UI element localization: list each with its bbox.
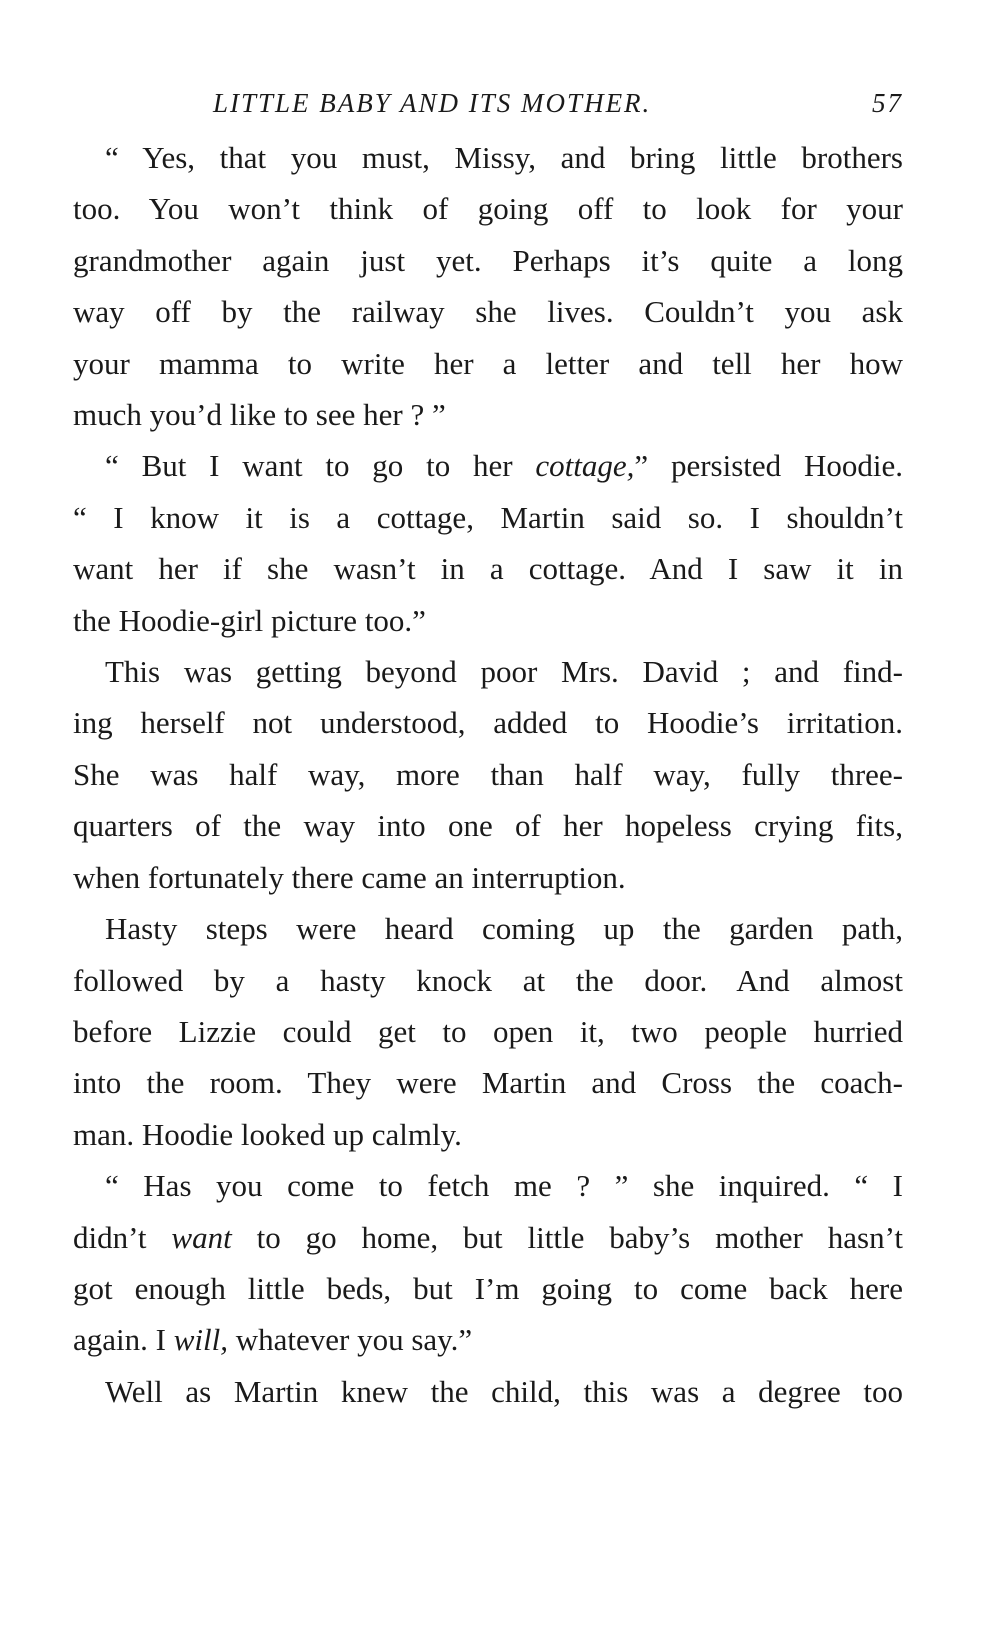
text-line: Well as Martin knew the child, this was a degree too: [105, 1373, 903, 1409]
body-text: [73, 132, 903, 1417]
running-head: LITTLE BABY AND ITS MOTHER.: [213, 88, 652, 118]
text-line: man. Hoodie looked up calmly.: [73, 1116, 462, 1152]
text-line: want her if she wasn’t in a cottage. And I saw it in: [73, 551, 903, 587]
italic-text: will,: [173, 1322, 228, 1358]
italic-text: cottage,: [535, 448, 635, 484]
text-segment: ” persisted Hoodie.: [634, 448, 903, 484]
text-line: way off by the railway she lives. Couldn’t you ask: [73, 294, 903, 330]
text-line: when fortunately there came an interruption.: [73, 859, 626, 895]
text-line: [73, 440, 903, 491]
text-line: quarters of the way into one of her hopeless crying fits,: [73, 808, 903, 844]
text-line: ing herself not understood, added to Hoodie’s irritation.: [73, 705, 903, 741]
text-line: [73, 1212, 903, 1263]
text-segment: to go home, but little baby’s mother hasn’t: [231, 1219, 903, 1255]
text-line: before Lizzie could get to open it, two people hurried: [73, 1013, 903, 1049]
text-line: followed by a hasty knock at the door. And almost: [73, 962, 903, 998]
text-segment: again. I: [73, 1322, 174, 1358]
text-line: This was getting beyond poor Mrs. David ; and find-: [105, 654, 903, 690]
text-line: got enough little beds, but I’m going to come back here: [73, 1270, 903, 1306]
text-line: “ I know it is a cottage, Martin said so. I shouldn’t: [73, 499, 903, 535]
text-line: Hasty steps were heard coming up the garden path,: [105, 911, 903, 947]
text-line: “ Has you come to fetch me ? ” she inquired. “ I: [105, 1168, 903, 1204]
page-header: [73, 80, 903, 124]
text-segment: didn’t: [73, 1219, 172, 1255]
book-page: [73, 80, 903, 1417]
text-segment: whatever you say.”: [227, 1322, 473, 1358]
text-line: grandmother again just yet. Perhaps it’s quite a long: [73, 242, 903, 278]
italic-text: want: [171, 1219, 232, 1255]
text-line: She was half way, more than half way, fully three-: [73, 756, 903, 792]
text-line: too. You won’t think of going off to look for your: [73, 191, 903, 227]
text-segment: “ But I want to go to her: [105, 448, 536, 484]
text-line: your mamma to write her a letter and tell her how: [73, 345, 903, 381]
page-number: 57: [872, 88, 903, 118]
text-line: into the room. They were Martin and Cross the coach-: [73, 1065, 903, 1101]
text-line: the Hoodie-girl picture too.”: [73, 602, 426, 638]
text-line: much you’d like to see her ? ”: [73, 397, 446, 433]
text-line: “ Yes, that you must, Missy, and bring little brothers: [105, 140, 903, 175]
text-line: [73, 1314, 903, 1365]
